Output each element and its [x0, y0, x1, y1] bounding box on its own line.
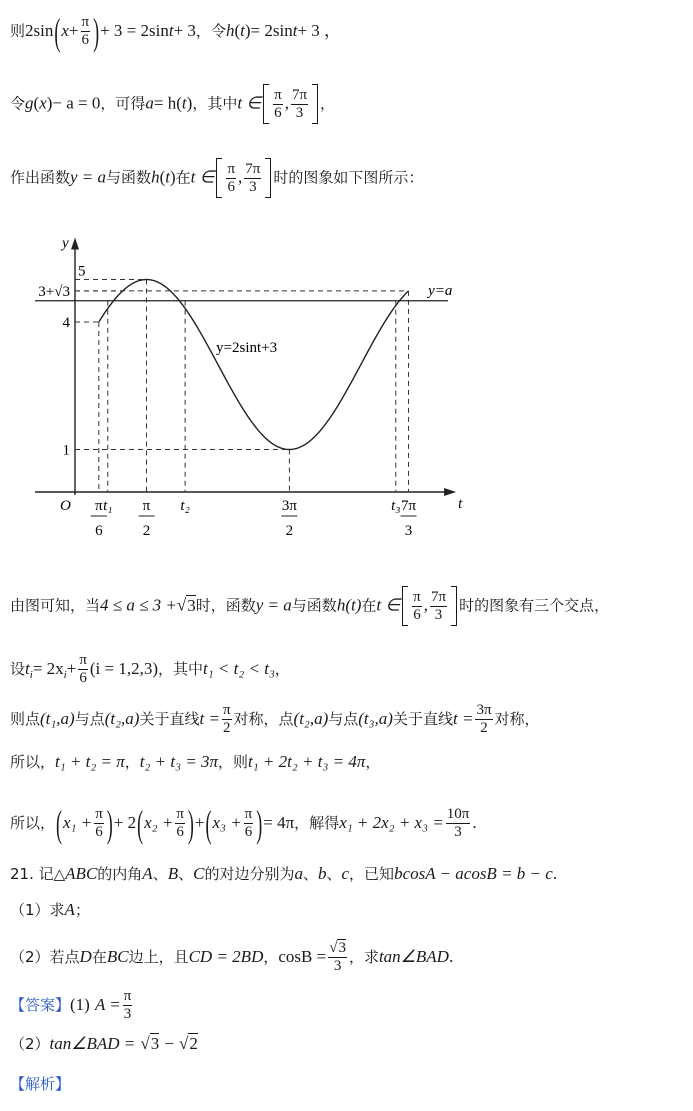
x-tick-numerator: 7π — [400, 498, 417, 514]
x-tick-denominator: 3 — [404, 523, 413, 539]
x-axis-arrow — [444, 488, 456, 496]
x-tick-label: t₁ — [103, 498, 113, 514]
x-tick-denominator: 2 — [285, 523, 294, 539]
sine-curve — [99, 280, 409, 450]
line-4: 由图可知，当4 ≤ a ≤ 3 +√3时，函数y = a与函数h(t)在t ∈ $\frac{\pi}{6}$ , $\frac{7\pi}{3}$ 时的图象有三个交点， — [10, 586, 609, 626]
x-tick-denominator: 6 — [95, 523, 103, 539]
x-tick-numerator: π — [95, 498, 103, 514]
sine-graph — [22, 235, 463, 550]
answer: 【答案】(1) A = $\frac{\pi}{3}$ — [10, 988, 132, 1022]
question-21: 21. 记△ABC的内角A、B、C的对边分别为a、b、c，已知bcosA − acosB = b − c. — [10, 864, 558, 883]
y-tick-label: 4 — [62, 315, 70, 331]
y-tick-label: 5 — [78, 263, 86, 280]
fraction: $\frac{\pi}{6}$ — [81, 14, 90, 48]
y-tick-label: 1 — [62, 442, 70, 459]
analysis: 【解析】 — [10, 1075, 71, 1093]
part-1: （1）求A； — [10, 900, 90, 919]
x-tick-label: t₂ — [180, 498, 190, 514]
part-2: （2）若点D在BC边上，且CD = 2BD，cosB = $\frac{√3}{3}$ ，求tan∠BAD. — [10, 940, 454, 974]
y-axis-arrow — [71, 238, 79, 250]
line-3: 作出函数y = a与函数h(t)在t ∈ $\frac{\pi}{6}$ , $\frac{7\pi}{3}$ 时的图象如下图所示： — [10, 158, 423, 198]
line-1: 则2sin(x+ $\frac{\pi}{6}$ )+ 3 = 2sint+ 3，令h(t)= 2sint+ 3 ， — [10, 10, 342, 53]
line-y-equals-a-label: y=a — [428, 282, 453, 299]
answer-2: （2）tan∠BAD = √3 − √2 — [10, 1034, 198, 1053]
line-7: 所以，t₁ + t₂ = π，t₂ + t₃ = 3π，则t₁ + 2t₂ + t₃ = 4π， — [10, 752, 381, 771]
x-tick-numerator: 3π — [281, 498, 297, 514]
line-5: 设$t_i= 2x_i+$ $\frac{\pi}{6}$ (i = 1,2,3)，其中t₁ < t₂ < t₃， — [10, 652, 290, 686]
x-axis-label: t — [458, 496, 463, 512]
x-tick-denominator: 2 — [142, 523, 151, 539]
x-tick-label: t₃ — [391, 498, 401, 514]
line-2: 令g(x)− a = 0，可得a= h(t)，其中t ∈ $\frac{\pi}{6}$ , $\frac{7\pi}{3}$ ， — [10, 84, 335, 124]
x-tick-numerator: π — [142, 498, 151, 514]
curve-label: y=2sint+3 — [216, 339, 278, 356]
y-tick-label: 3+√3 — [38, 283, 70, 300]
y-axis-label: y — [62, 235, 69, 252]
origin-label: O — [60, 498, 71, 514]
line-6: 则点(t₁,a)与点(t₂,a)关于直线t = $\frac{\pi}{2}$ 对称，点(t₂,a)与点(t₃,a)关于直线t = $\frac{3\pi}{2}$ 对称， — [10, 702, 540, 736]
line-8: 所以，(x₁ + $\frac{\pi}{6}$ )+ 2(x₂ + $\frac{\pi}{6}$ )+(x₃ + $\frac{\pi}{6}$ )= 4π，解得x₁ + 2x₂ + x₃ = $\frac{10\pi}{3}$ . — [10, 802, 477, 845]
